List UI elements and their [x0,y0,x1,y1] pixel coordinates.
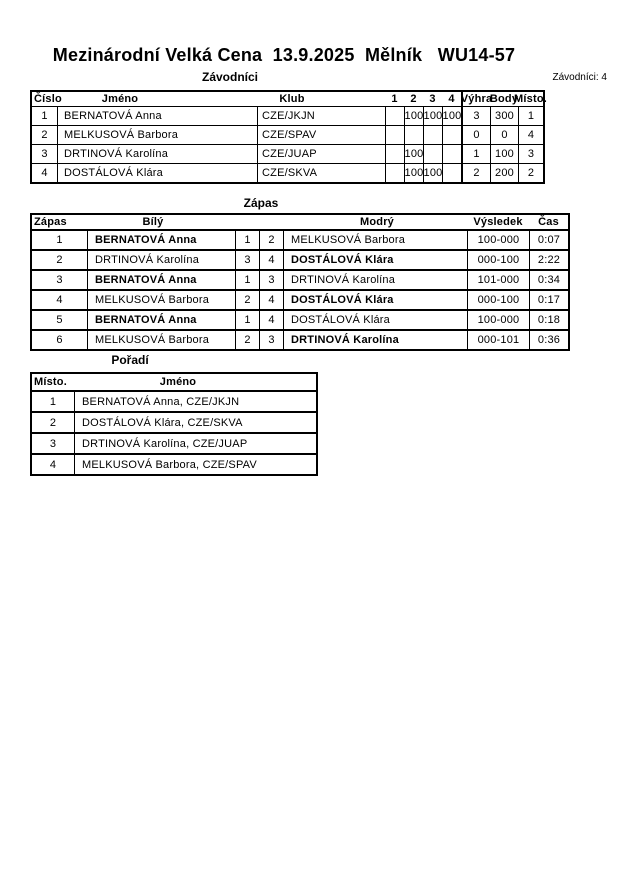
cell-result: 000-100 [467,251,529,269]
col-header-bily: Bílý [142,216,164,228]
cell-wins: 1 [461,145,490,163]
cell-number: 1 [41,110,48,122]
cell-club: CZE/JKJN [257,107,385,125]
matches-section-title: Zápas [243,196,279,210]
table-row [32,106,543,125]
table-row [32,269,568,289]
cell-place: 1 [49,395,57,408]
cell-blue-name: DRTINOVÁ Karolína [283,271,467,289]
cell-points: 0 [490,126,518,144]
col-header-zapas: Zápas [34,216,67,228]
competitors-header-row [32,92,547,106]
cell-time: 0:36 [529,331,568,349]
cell-place: 4 [518,126,543,144]
table-row [32,289,568,309]
ranking-header-row [32,374,316,390]
cell-round-1 [385,145,404,163]
col-header-misto-rank: Místo. [34,376,67,388]
cell-time: 0:07 [529,231,568,249]
cell-result: 000-100 [467,291,529,309]
cell-blue-number: 3 [259,271,283,289]
cell-club: CZE/SKVA [257,164,385,182]
cell-result: 000-101 [467,331,529,349]
cell-place: 3 [518,145,543,163]
cell-round-4 [442,126,461,144]
cell-round-1 [385,126,404,144]
col-header-round-1: 1 [391,93,398,105]
cell-result: 100-000 [467,311,529,329]
cell-white-name: MELKUSOVÁ Barbora [87,291,235,309]
cell-time: 0:34 [529,271,568,289]
cell-round-4 [442,164,461,182]
cell-white-name: MELKUSOVÁ Barbora [87,331,235,349]
cell-match-number: 4 [56,294,63,306]
cell-white-name: BERNATOVÁ Anna [87,231,235,249]
cell-round-1 [385,164,404,182]
cell-blue-name: DOSTÁLOVÁ Klára [283,311,467,329]
col-header-vysledek: Výsledek [473,216,523,228]
cell-round-3: 100 [423,164,442,182]
cell-round-3 [423,126,442,144]
col-header-round-2: 2 [410,93,417,105]
cell-match-number: 1 [56,234,63,246]
matches-table [30,213,570,351]
cell-blue-number: 4 [259,291,283,309]
cell-blue-name: DRTINOVÁ Karolína [283,331,467,349]
table-row [32,249,568,269]
cell-place: 1 [518,107,543,125]
table-row [32,229,568,249]
cell-club: CZE/JUAP [257,145,385,163]
col-header-jmeno-rank: Jméno [159,376,197,388]
col-header-modry: Modrý [360,216,394,228]
col-header-round-4: 4 [448,93,455,105]
cell-name-club: MELKUSOVÁ Barbora, CZE/SPAV [74,455,316,474]
table-row [32,390,316,411]
cell-blue-name: DOSTÁLOVÁ Klára [283,251,467,269]
table-row [32,144,543,163]
cell-white-number: 2 [235,291,259,309]
col-header-misto: Místo. [514,93,547,105]
table-row [32,329,568,349]
cell-result: 100-000 [467,231,529,249]
competitors-count: Závodníci: 4 [552,72,607,83]
cell-time: 0:17 [529,291,568,309]
cell-place: 2 [518,164,543,182]
cell-blue-number: 4 [259,311,283,329]
cell-white-name: BERNATOVÁ Anna [87,271,235,289]
cell-match-number: 5 [56,314,63,326]
cell-round-2: 100 [404,145,423,163]
table-row [32,411,316,432]
col-header-jmeno: Jméno [101,93,139,105]
cell-points: 200 [490,164,518,182]
cell-place: 4 [49,458,57,471]
matches-table-body [32,229,568,349]
cell-club: CZE/SPAV [257,126,385,144]
col-header-round-3: 3 [429,93,436,105]
cell-number: 2 [41,129,48,141]
cell-blue-number: 3 [259,331,283,349]
competitors-table [30,90,545,184]
ranking-section-title: Pořadí [111,353,149,367]
col-header-cas: Čas [538,216,559,228]
cell-place: 2 [49,416,57,429]
cell-match-number: 6 [56,334,63,346]
page-title: Mezinárodní Velká Cena 13.9.2025 Mělník WU14-57 [52,45,516,65]
cell-points: 100 [490,145,518,163]
cell-number: 4 [41,167,48,179]
cell-points: 300 [490,107,518,125]
table-row [32,125,543,144]
cell-white-name: BERNATOVÁ Anna [87,311,235,329]
matches-header-row [32,215,568,229]
cell-round-3: 100 [423,107,442,125]
cell-blue-number: 2 [259,231,283,249]
cell-wins: 0 [461,126,490,144]
cell-match-number: 3 [56,274,63,286]
cell-result: 101-000 [467,271,529,289]
cell-round-2: 100 [404,107,423,125]
competitors-section-title: Závodníci [201,70,258,84]
cell-white-number: 3 [235,251,259,269]
cell-white-name: DRTINOVÁ Karolína [87,251,235,269]
col-header-cislo: Číslo [34,93,62,105]
cell-round-4 [442,145,461,163]
cell-blue-name: MELKUSOVÁ Barbora [283,231,467,249]
ranking-table [30,372,318,476]
cell-name-club: BERNATOVÁ Anna, CZE/JKJN [74,392,316,411]
cell-wins: 3 [461,107,490,125]
cell-time: 2:22 [529,251,568,269]
cell-name: DOSTÁLOVÁ Klára [57,164,257,182]
cell-place: 3 [49,437,57,450]
ranking-table-body [32,390,316,474]
col-header-body: Body [489,93,519,105]
cell-white-number: 2 [235,331,259,349]
cell-round-2: 100 [404,164,423,182]
cell-round-1 [385,107,404,125]
table-row [32,309,568,329]
cell-match-number: 2 [56,254,63,266]
cell-time: 0:18 [529,311,568,329]
cell-white-number: 1 [235,231,259,249]
cell-white-number: 1 [235,311,259,329]
competitors-table-body [32,106,543,182]
table-row [32,453,316,474]
cell-wins: 2 [461,164,490,182]
cell-blue-number: 4 [259,251,283,269]
table-row [32,432,316,453]
cell-name-club: DRTINOVÁ Karolína, CZE/JUAP [74,434,316,453]
cell-name: BERNATOVÁ Anna [57,107,257,125]
cell-number: 3 [41,148,48,160]
col-header-klub: Klub [279,93,305,105]
table-row [32,163,543,182]
cell-white-number: 1 [235,271,259,289]
cell-round-2 [404,126,423,144]
cell-blue-name: DOSTÁLOVÁ Klára [283,291,467,309]
cell-name: DRTINOVÁ Karolína [57,145,257,163]
cell-name: MELKUSOVÁ Barbora [57,126,257,144]
cell-name-club: DOSTÁLOVÁ Klára, CZE/SKVA [74,413,316,432]
cell-round-4: 100 [442,107,461,125]
cell-round-3 [423,145,442,163]
col-header-vyhra: Výhra [460,93,493,105]
